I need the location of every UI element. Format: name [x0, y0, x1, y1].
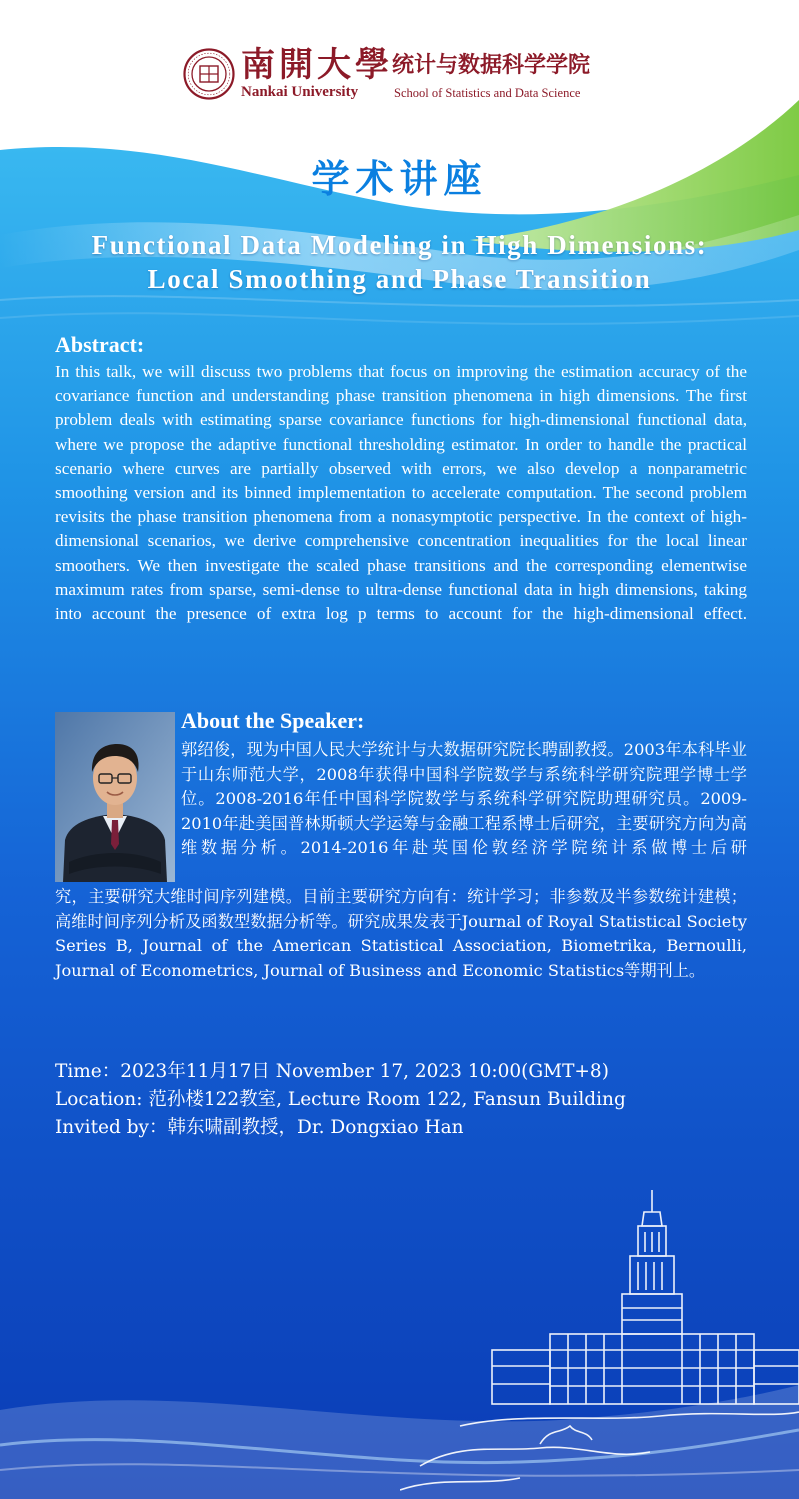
speaker-photo: [55, 712, 175, 882]
event-location: Location: 范孙楼122教室, Lecture Room 122, Fansun Building: [55, 1089, 626, 1110]
talk-title: [0, 228, 799, 296]
talk-title-line-1: Functional Data Modeling in High Dimensions:: [91, 230, 708, 260]
school-name-cn: 统计与数据科学学院: [392, 52, 591, 78]
event-time: Time：2023年11月17日 November 17, 2023 10:00(GMT+8): [55, 1061, 609, 1082]
university-name-en: Nankai University: [241, 84, 359, 100]
speaker-heading: About the Speaker:: [181, 708, 365, 733]
speaker-bio-bottom: 究，主要研究大维时间序列建模。目前主要研究方向有：统计学习；非参数及半参数统计建模；高维时间序列分析及函数型数据分析等。研究成果发表于Journal of Royal Statistical Society Series B, Journal of the American Statistical Association, Biometrika, Bernoulli, Journal of Econometrics, Journal of Business and Economic Statistics等期刊上。: [55, 887, 747, 980]
speaker-bio-top: 郭绍俊，现为中国人民大学统计与大数据研究院长聘副教授。2003年本科毕业于山东师范大学，2008年获得中国科学院数学与系统科学研究院理学博士学位。2008-2016年任中国科学院数学与系统科学研究院助理研究员。2009-2010年赴美国普林斯顿大学运筹与金融工程系博士后研究，主要研究方向为高维数据分析。2014-2016年赴英国伦敦经济学院统计系做博士后研: [181, 740, 747, 858]
lecture-label: 学术讲座: [311, 157, 488, 201]
abstract-body: In this talk, we will discuss two problems that focus on improving the estimation accuracy of the covariance function and understanding phase transition phenomena in high dimensions. The first problem deals with estimating sparse covariance functions for high-dimensional functional data, where we propose the adaptive functional thresholding estimator. In order to handle the practical scenario where curves are partially observed with errors, we also develop a nonparametric smoothing version and its binned implementation to accelerate computation. The second problem revisits the phase transition phenomena from a nonasymptotic perspective. In the context of high-dimensional scenarios, we derive comprehensive concentration inequalities for the local linear smoothers. We then investigate the scaled phase transitions and the corresponding elementwise maximum rates from sparse, semi-dense to ultra-dense functional data in high dimensions, taking into account the presence of extra log p terms to account for the high-dimensional effect.: [55, 362, 747, 624]
talk-title-line-2: Local Smoothing and Phase Transition: [147, 264, 652, 294]
school-name-en: School of Statistics and Data Science: [394, 86, 581, 100]
abstract-heading: Abstract:: [55, 332, 145, 357]
speaker-portrait-icon: [55, 712, 175, 882]
university-seal-icon: [183, 48, 235, 100]
university-name-cn: 南開大學: [241, 45, 393, 85]
event-host: Invited by：韩东啸副教授，Dr. Dongxiao Han: [55, 1117, 464, 1138]
campus-building-sketch-icon: [400, 1190, 799, 1499]
header: [0, 40, 799, 110]
